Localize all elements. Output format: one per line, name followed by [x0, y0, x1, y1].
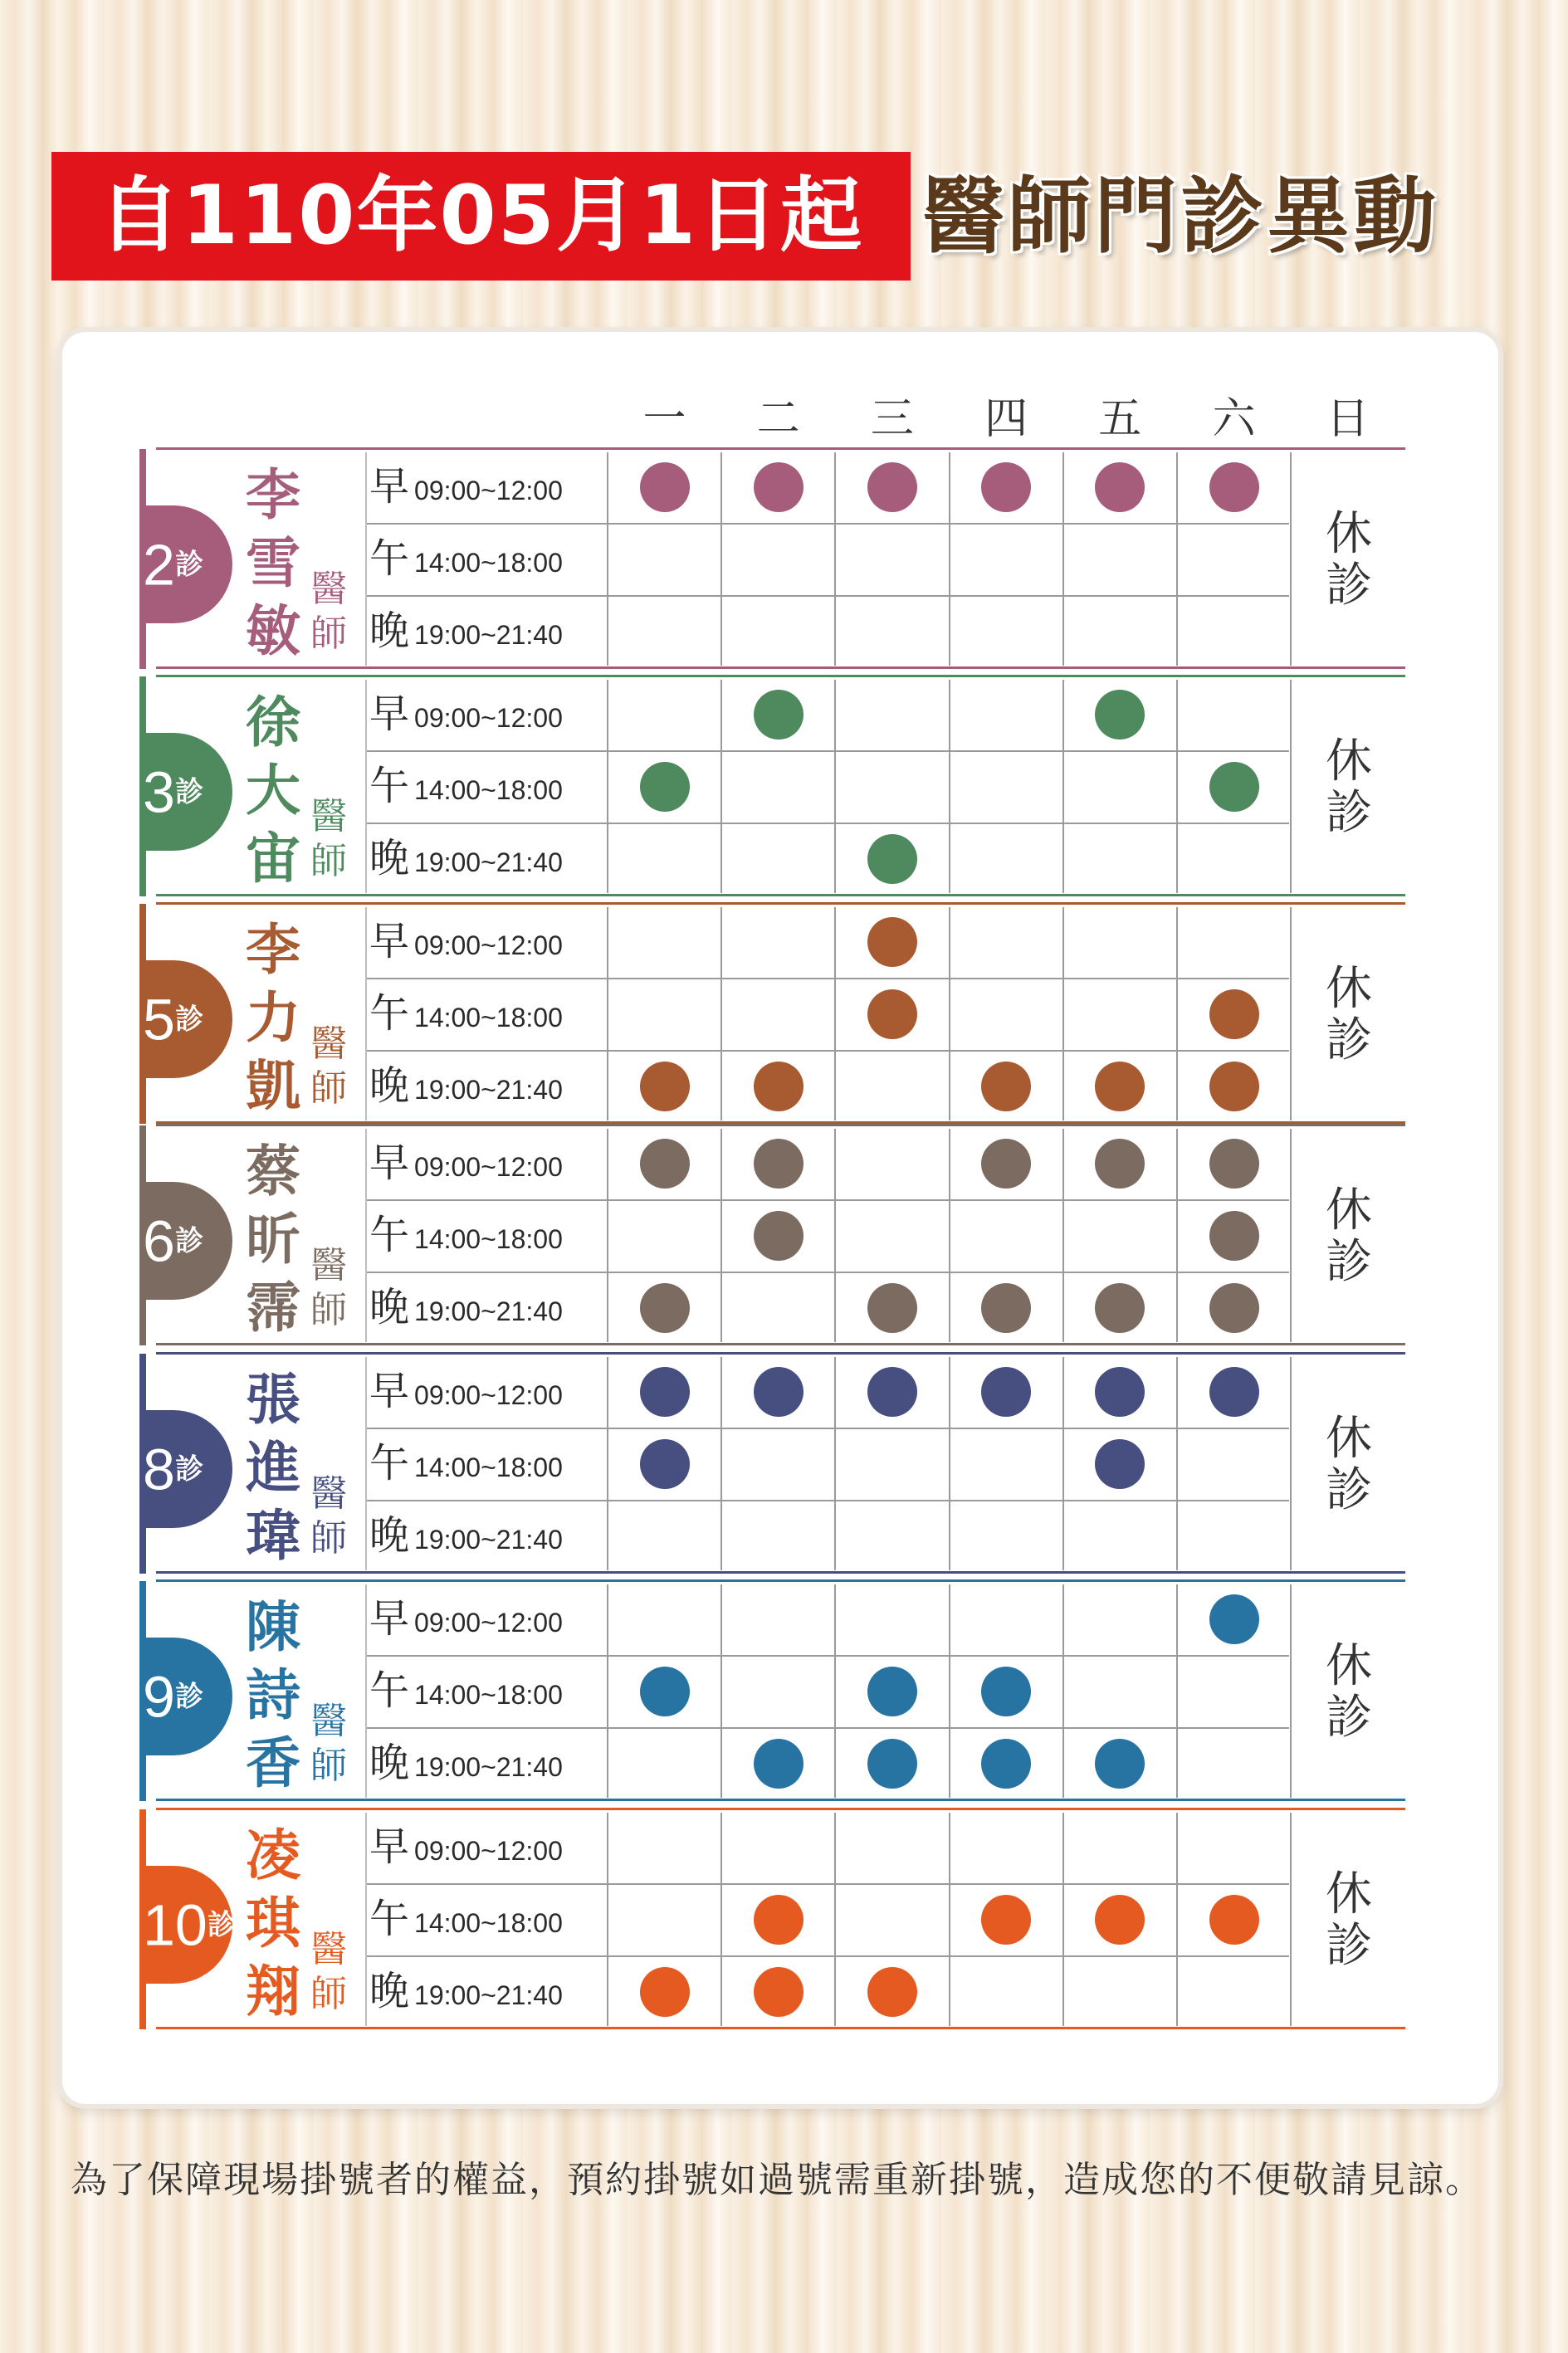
footer-note: 為了保障現場掛號者的權益，預約掛號如過號需重新掛號，造成您的不便敬請見諒。	[71, 2159, 1483, 2201]
room-suffix: 診	[174, 1224, 203, 1258]
block-top-rule	[156, 1579, 1405, 1582]
row-divider	[365, 750, 1289, 752]
clinic-session-dot	[1095, 1895, 1145, 1945]
session-name: 早	[369, 691, 410, 737]
room-number: 3	[143, 759, 175, 825]
grid-line	[365, 1129, 367, 1342]
session-time: 19:00~21:40	[414, 1752, 563, 1782]
session-name: 午	[369, 1896, 410, 1942]
sunday-closed-label: 休診	[1326, 1412, 1372, 1517]
grid-line	[1062, 907, 1064, 1120]
doctor-title: 醫師	[310, 1472, 347, 1560]
session-name: 早	[369, 1368, 410, 1414]
session-time: 14:00~18:00	[414, 548, 563, 578]
grid-line	[949, 680, 950, 893]
clinic-session-dot	[981, 1367, 1031, 1417]
grid-line	[949, 1357, 950, 1570]
grid-line	[607, 1584, 608, 1798]
session-time: 14:00~18:00	[414, 1680, 563, 1710]
room-number: 8	[143, 1437, 175, 1502]
session-label	[369, 451, 563, 523]
room-number: 6	[143, 1208, 175, 1274]
grid-line	[720, 680, 722, 893]
grid-line	[1062, 1129, 1064, 1342]
session-label	[369, 1050, 563, 1122]
session-name: 午	[369, 1212, 410, 1258]
session-label	[369, 978, 563, 1050]
session-label	[369, 1655, 563, 1727]
doctor-name: 李力凱	[246, 917, 300, 1118]
clinic-session-dot	[754, 690, 804, 740]
clinic-session-dot	[1095, 1283, 1145, 1333]
room-badge-text	[139, 1182, 203, 1300]
clinic-session-dot	[754, 1367, 804, 1417]
session-label	[369, 906, 563, 978]
session-time: 09:00~12:00	[414, 1836, 563, 1866]
row-divider	[365, 1955, 1289, 1957]
row-divider	[365, 1272, 1289, 1273]
grid-line	[834, 1357, 836, 1570]
block-bottom-rule	[156, 666, 1405, 669]
clinic-session-dot	[640, 1139, 690, 1189]
block-top-rule	[156, 1124, 1405, 1126]
session-label	[369, 595, 563, 667]
block-top-rule	[156, 447, 1405, 450]
row-divider	[365, 1199, 1289, 1201]
doctor-name: 張進瑋	[246, 1367, 300, 1568]
clinic-session-dot	[981, 1667, 1031, 1716]
clinic-session-dot	[1095, 1439, 1145, 1489]
day-header-7: 日	[1326, 394, 1370, 444]
grid-line	[1062, 452, 1064, 666]
clinic-session-dot	[640, 1367, 690, 1417]
clinic-session-dot	[754, 1895, 804, 1945]
grid-line	[1176, 1813, 1178, 2026]
block-top-rule	[156, 1808, 1405, 1810]
clinic-session-dot	[1209, 1062, 1259, 1111]
room-badge-text	[139, 1410, 203, 1528]
room-badge-text	[139, 960, 203, 1078]
room-number: 2	[143, 532, 175, 598]
session-name: 早	[369, 1140, 410, 1186]
doctor-name: 李雪敏	[246, 462, 300, 663]
session-name: 早	[369, 463, 410, 510]
room-number: 5	[143, 987, 175, 1052]
session-label	[369, 750, 563, 823]
grid-line	[834, 680, 836, 893]
session-name: 早	[369, 918, 410, 964]
room-badge	[139, 1866, 236, 1984]
session-name: 午	[369, 1667, 410, 1714]
grid-line	[607, 907, 608, 1120]
clinic-session-dot	[981, 1739, 1031, 1789]
session-name: 午	[369, 763, 410, 809]
clinic-session-dot	[867, 989, 917, 1039]
day-header-2: 二	[756, 394, 800, 444]
clinic-session-dot	[1095, 1062, 1145, 1111]
sunday-closed-label: 休診	[1326, 1184, 1372, 1289]
block-top-rule	[156, 902, 1405, 905]
clinic-session-dot	[640, 1283, 690, 1333]
row-divider	[365, 595, 1289, 597]
grid-line	[365, 452, 367, 666]
session-label	[369, 1428, 563, 1500]
grid-line	[1290, 1813, 1292, 2026]
grid-line	[1176, 680, 1178, 893]
effective-date-banner: 自110年05月1日起	[51, 152, 911, 281]
session-time: 09:00~12:00	[414, 476, 563, 505]
clinic-session-dot	[867, 462, 917, 512]
clinic-session-dot	[867, 917, 917, 967]
clinic-session-dot	[1095, 1367, 1145, 1417]
clinic-session-dot	[754, 1739, 804, 1789]
grid-line	[607, 1129, 608, 1342]
block-bottom-rule	[156, 894, 1405, 896]
session-name: 晚	[369, 1284, 410, 1330]
block-bottom-rule	[156, 1343, 1405, 1345]
clinic-session-dot	[1209, 989, 1259, 1039]
clinic-session-dot	[640, 1667, 690, 1716]
session-time: 19:00~21:40	[414, 1075, 563, 1105]
clinic-session-dot	[640, 1967, 690, 2017]
grid-line	[607, 452, 608, 666]
day-header-1: 一	[642, 394, 686, 444]
grid-line	[834, 907, 836, 1120]
row-divider	[365, 823, 1289, 824]
grid-line	[834, 1813, 836, 2026]
grid-line	[1062, 1813, 1064, 2026]
session-label	[369, 523, 563, 595]
grid-line	[1176, 1129, 1178, 1342]
grid-line	[607, 1813, 608, 2026]
session-time: 19:00~21:40	[414, 847, 563, 877]
clinic-session-dot	[1209, 1895, 1259, 1945]
clinic-session-dot	[1209, 1283, 1259, 1333]
session-time: 19:00~21:40	[414, 1525, 563, 1555]
grid-line	[834, 1129, 836, 1342]
grid-line	[1176, 907, 1178, 1120]
clinic-session-dot	[1209, 1367, 1259, 1417]
row-divider	[365, 1428, 1289, 1429]
clinic-session-dot	[1209, 1139, 1259, 1189]
grid-line	[1062, 1584, 1064, 1798]
clinic-session-dot	[981, 1139, 1031, 1189]
row-divider	[365, 1500, 1289, 1501]
grid-line	[607, 1357, 608, 1570]
session-time: 19:00~21:40	[414, 1980, 563, 2010]
grid-line	[949, 907, 950, 1120]
sunday-closed-label: 休診	[1326, 1867, 1372, 1973]
room-badge-text	[139, 1638, 203, 1755]
session-name: 早	[369, 1595, 410, 1642]
block-top-rule	[156, 675, 1405, 677]
session-label	[369, 823, 563, 895]
clinic-session-dot	[981, 1283, 1031, 1333]
session-name: 晚	[369, 1062, 410, 1109]
session-time: 14:00~18:00	[414, 775, 563, 805]
room-suffix: 診	[174, 1680, 203, 1714]
doctor-title: 醫師	[310, 1700, 347, 1787]
session-label	[369, 1883, 563, 1955]
session-name: 晚	[369, 835, 410, 881]
grid-line	[365, 1813, 367, 2026]
row-divider	[365, 523, 1289, 525]
grid-line	[949, 1584, 950, 1798]
grid-line	[1290, 1357, 1292, 1570]
doctor-title: 醫師	[310, 1928, 347, 2015]
room-suffix: 診	[174, 1003, 203, 1037]
session-label	[369, 1199, 563, 1272]
session-time: 09:00~12:00	[414, 1608, 563, 1638]
session-label	[369, 1955, 563, 2028]
row-divider	[365, 1050, 1289, 1052]
sunday-closed-label: 休診	[1326, 962, 1372, 1067]
session-label	[369, 1127, 563, 1199]
clinic-session-dot	[867, 834, 917, 884]
grid-line	[720, 452, 722, 666]
grid-line	[1176, 452, 1178, 666]
session-name: 晚	[369, 1740, 410, 1786]
day-header-4: 四	[984, 394, 1028, 444]
grid-line	[1062, 1357, 1064, 1570]
grid-line	[365, 1584, 367, 1798]
row-divider	[365, 1655, 1289, 1657]
grid-line	[1062, 680, 1064, 893]
clinic-session-dot	[867, 1967, 917, 2017]
session-label	[369, 678, 563, 750]
block-top-rule	[156, 1352, 1405, 1355]
day-header-3: 三	[870, 394, 914, 444]
room-suffix: 診	[174, 548, 203, 582]
grid-line	[365, 907, 367, 1120]
session-label	[369, 1272, 563, 1344]
row-divider	[365, 978, 1289, 979]
room-number: 9	[143, 1664, 175, 1730]
session-time: 09:00~12:00	[414, 930, 563, 960]
clinic-session-dot	[867, 1367, 917, 1417]
session-time: 09:00~12:00	[414, 1152, 563, 1182]
clinic-session-dot	[867, 1667, 917, 1716]
clinic-session-dot	[754, 1211, 804, 1261]
sunday-closed-label: 休診	[1326, 507, 1372, 613]
session-name: 午	[369, 990, 410, 1037]
clinic-session-dot	[640, 462, 690, 512]
grid-line	[1290, 452, 1292, 666]
grid-line	[1290, 907, 1292, 1120]
clinic-session-dot	[1209, 1211, 1259, 1261]
session-time: 09:00~12:00	[414, 703, 563, 733]
session-name: 晚	[369, 608, 410, 654]
grid-line	[720, 1813, 722, 2026]
room-badge-text	[139, 1866, 236, 1984]
clinic-session-dot	[640, 1439, 690, 1489]
doctor-title: 醫師	[310, 1244, 347, 1331]
clinic-session-dot	[1209, 1594, 1259, 1644]
session-name: 午	[369, 1440, 410, 1486]
session-time: 09:00~12:00	[414, 1380, 563, 1410]
doctor-name: 蔡昕霈	[246, 1139, 300, 1340]
room-suffix: 診	[207, 1908, 236, 1942]
clinic-session-dot	[981, 1895, 1031, 1945]
grid-line	[720, 1584, 722, 1798]
clinic-session-dot	[1095, 1139, 1145, 1189]
clinic-session-dot	[867, 1283, 917, 1333]
grid-line	[1290, 1584, 1292, 1798]
session-time: 14:00~18:00	[414, 1908, 563, 1938]
session-label	[369, 1727, 563, 1799]
page-title: 醫師門診異動	[921, 168, 1439, 265]
clinic-session-dot	[1095, 690, 1145, 740]
grid-line	[365, 1357, 367, 1570]
session-time: 19:00~21:40	[414, 620, 563, 650]
clinic-session-dot	[1209, 462, 1259, 512]
grid-line	[1176, 1357, 1178, 1570]
session-label	[369, 1355, 563, 1428]
grid-line	[949, 1813, 950, 2026]
clinic-session-dot	[754, 1139, 804, 1189]
doctor-title: 醫師	[310, 1023, 347, 1110]
grid-line	[1290, 1129, 1292, 1342]
block-bottom-rule	[156, 2027, 1405, 2029]
room-badge-text	[139, 733, 203, 851]
doctor-title: 醫師	[310, 795, 347, 882]
row-divider	[365, 1883, 1289, 1885]
clinic-session-dot	[1209, 762, 1259, 812]
grid-line	[365, 680, 367, 893]
session-time: 14:00~18:00	[414, 1003, 563, 1032]
clinic-session-dot	[754, 462, 804, 512]
clinic-session-dot	[754, 1062, 804, 1111]
clinic-session-dot	[640, 1062, 690, 1111]
grid-line	[834, 452, 836, 666]
clinic-session-dot	[981, 462, 1031, 512]
session-name: 晚	[369, 1512, 410, 1559]
grid-line	[720, 907, 722, 1120]
block-bottom-rule	[156, 1799, 1405, 1801]
doctor-name: 徐大宙	[246, 690, 300, 891]
grid-line	[720, 1129, 722, 1342]
clinic-session-dot	[1095, 1739, 1145, 1789]
day-header-5: 五	[1098, 394, 1142, 444]
clinic-session-dot	[1095, 462, 1145, 512]
room-suffix: 診	[174, 775, 203, 809]
sunday-closed-label: 休診	[1326, 735, 1372, 840]
grid-line	[1176, 1584, 1178, 1798]
grid-line	[949, 1129, 950, 1342]
doctor-title: 醫師	[310, 568, 347, 655]
block-bottom-rule	[156, 1571, 1405, 1574]
session-label	[369, 1583, 563, 1655]
grid-line	[1290, 680, 1292, 893]
doctor-name: 凌琪翔	[246, 1823, 300, 2023]
grid-line	[607, 680, 608, 893]
session-time: 14:00~18:00	[414, 1452, 563, 1482]
doctor-name: 陳詩香	[246, 1594, 300, 1795]
grid-line	[834, 1584, 836, 1798]
room-suffix: 診	[174, 1452, 203, 1486]
session-label	[369, 1500, 563, 1572]
sunday-closed-label: 休診	[1326, 1639, 1372, 1745]
session-name: 晚	[369, 1968, 410, 2014]
session-name: 午	[369, 535, 410, 582]
session-time: 19:00~21:40	[414, 1296, 563, 1326]
grid-line	[720, 1357, 722, 1570]
session-time: 14:00~18:00	[414, 1224, 563, 1254]
grid-line	[949, 452, 950, 666]
session-label	[369, 1811, 563, 1883]
clinic-session-dot	[640, 762, 690, 812]
day-header-6: 六	[1212, 394, 1256, 444]
room-badge-text	[139, 505, 203, 623]
row-divider	[365, 1727, 1289, 1729]
clinic-session-dot	[754, 1967, 804, 2017]
clinic-session-dot	[981, 1062, 1031, 1111]
session-name: 早	[369, 1823, 410, 1870]
room-number: 10	[143, 1892, 208, 1958]
clinic-session-dot	[867, 1739, 917, 1789]
